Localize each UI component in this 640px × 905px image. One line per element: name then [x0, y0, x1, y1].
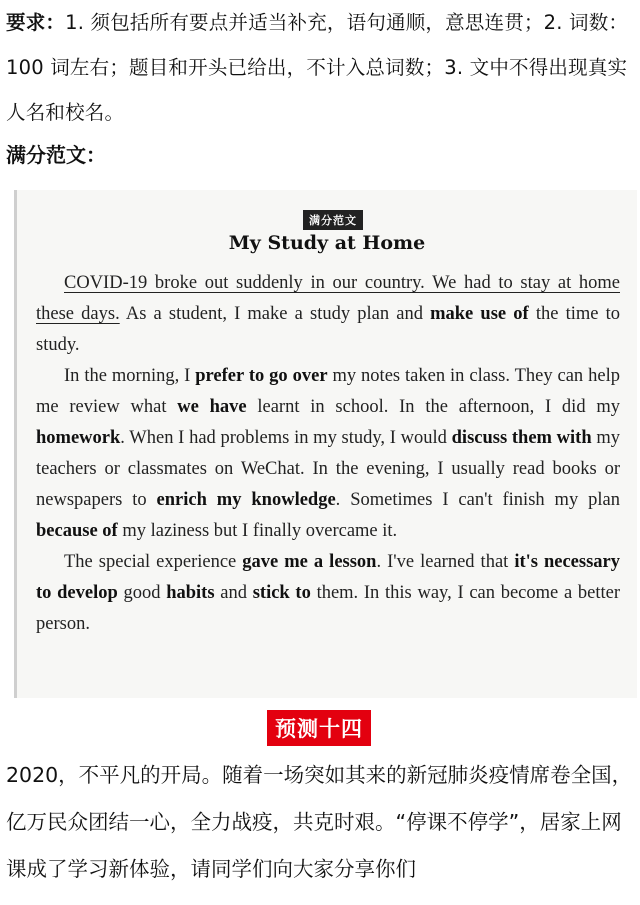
requirements-paragraph: [6, 0, 636, 135]
requirements-label: 要求：: [6, 11, 66, 34]
key-phrase: homework: [36, 428, 121, 448]
prediction-tag: 预测十四: [267, 710, 371, 746]
essay-body: [36, 268, 620, 640]
text-run: . When I had problems in my study, I would: [120, 428, 452, 448]
model-essay-heading: 满分范文：: [6, 143, 106, 167]
text-run: As a student, I make a study plan and: [119, 304, 431, 324]
text-run: good: [117, 583, 167, 603]
essay-title: My Study at Home: [228, 232, 426, 254]
essay-paragraph-3: [36, 547, 620, 640]
requirements-text: 1. 须包括所有要点并适当补充，语句通顺，意思连贯；2. 词数：100 词左右；题目和开头已给出，不计入总词数；3. 文中不得出现真实人名和校名。: [6, 11, 629, 124]
key-phrase: make use of: [430, 304, 529, 324]
text-run: my teachers or classmates on WeChat. In the evening, I usually read books or newspapers to: [36, 428, 621, 510]
key-phrase: gave me a lesson: [242, 552, 377, 572]
text-run: The special experience: [64, 552, 243, 572]
essay-paragraph-2: [36, 361, 620, 547]
key-phrase: stick to: [252, 583, 311, 603]
text-run: . Sometimes I can't finish my plan: [335, 490, 620, 510]
text-run: and: [214, 583, 253, 603]
text-run: the time to study.: [36, 304, 620, 355]
key-phrase: because of: [36, 521, 118, 541]
scanned-model-essay: [14, 190, 637, 698]
key-phrase: we have: [177, 397, 247, 417]
key-phrase: prefer to go over: [195, 366, 328, 386]
text-run: my laziness but I finally overcame it.: [117, 521, 398, 541]
text-run: my notes taken in class. They can help me review what: [36, 366, 620, 417]
text-run: learnt in school. In the afternoon, I did my: [246, 397, 620, 417]
key-phrase: it's necessary to develop: [36, 552, 621, 603]
given-opening: COVID-19 broke out suddenly in our country. We had to stay at home these days.: [36, 273, 620, 324]
text-run: In the morning, I: [64, 366, 196, 386]
essay-paragraph-1: [36, 268, 620, 361]
model-essay-badge: 满分范文: [303, 210, 363, 230]
text-run: them. In this way, I can become a better person.: [36, 583, 620, 634]
writing-prompt: 2020，不平凡的开局。随着一场突如其来的新冠肺炎疫情席卷全国，亿万民众团结一心，全力战疫，共克时艰。“停课不停学”，居家上网课成了学习新体验，请同学们向大家分享你们: [6, 763, 633, 881]
key-phrase: enrich my knowledge: [156, 490, 336, 510]
key-phrase: habits: [166, 583, 215, 603]
key-phrase: discuss them with: [451, 428, 592, 448]
text-run: . I've learned that: [376, 552, 515, 572]
